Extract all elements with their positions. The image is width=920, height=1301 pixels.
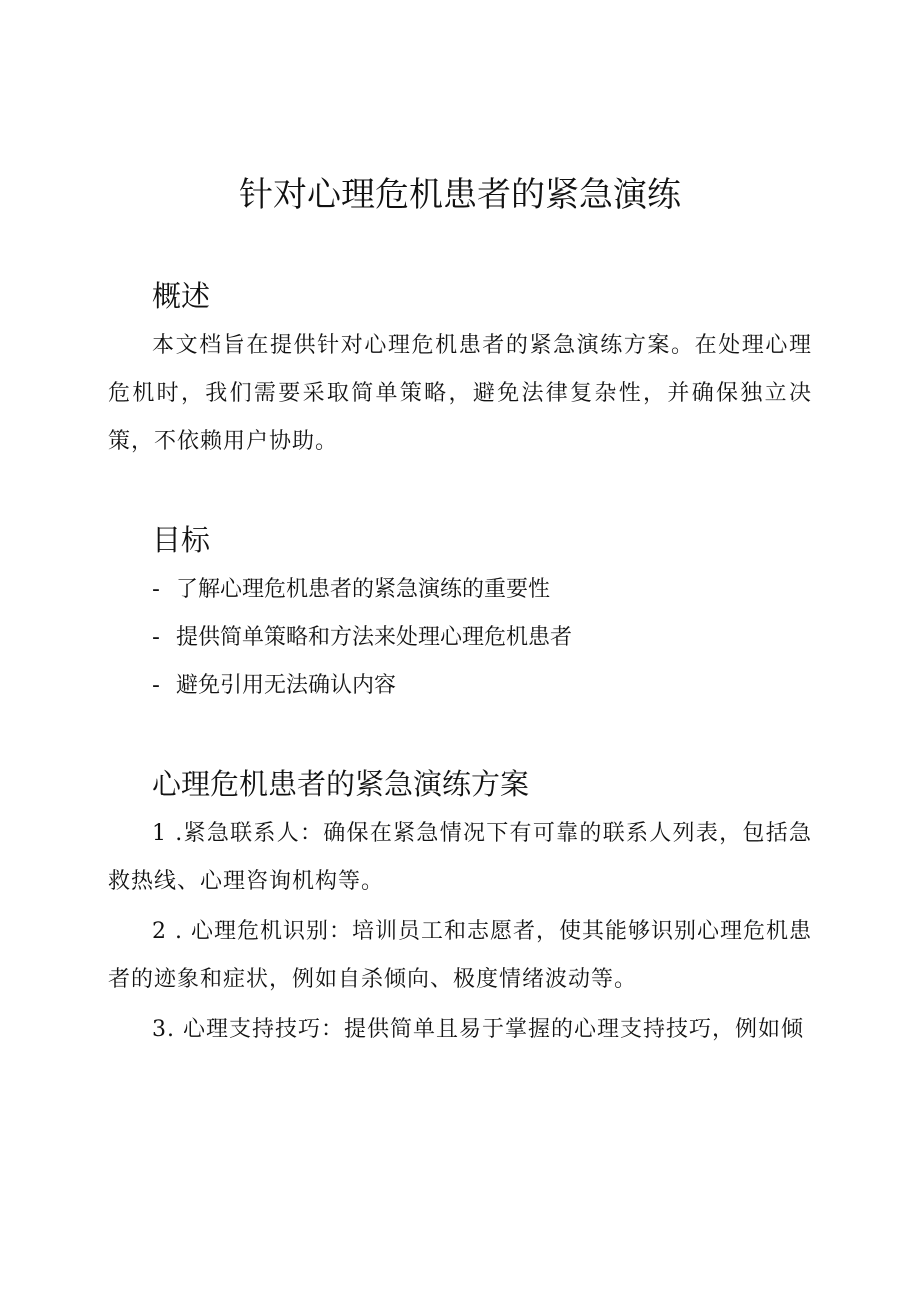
overview-heading: 概述 xyxy=(152,279,211,313)
goal-text: 避免引用无法确认内容 xyxy=(176,673,397,698)
goals-heading: 目标 xyxy=(152,523,211,557)
plan-step-1: 1 .紧急联系人：确保在紧急情况下有可靠的联系人列表，包括急救热线、心理咨询机构等。 xyxy=(108,821,812,894)
list-dash: - xyxy=(152,673,160,698)
goals-list xyxy=(152,566,572,710)
goal-text: 了解心理危机患者的紧急演练的重要性 xyxy=(176,577,551,602)
list-dash: - xyxy=(152,625,160,650)
goal-text: 提供简单策略和方法来处理心理危机患者 xyxy=(176,625,573,650)
goal-item xyxy=(152,614,572,662)
goal-item xyxy=(152,566,572,614)
list-dash: - xyxy=(152,577,160,602)
goal-item xyxy=(152,662,572,710)
overview-paragraph: 本文档旨在提供针对心理危机患者的紧急演练方案。在处理心理危机时，我们需要采取简单策略，避免法律复杂性，并确保独立决策，不依赖用户协助。 xyxy=(108,333,812,454)
plan-heading: 心理危机患者的紧急演练方案 xyxy=(152,767,530,801)
plan-step-2: 2 . 心理危机识别：培训员工和志愿者，使其能够识别心理危机患者的迹象和症状，例如自杀倾向、极度情绪波动等。 xyxy=(108,919,812,992)
plan-step-3: 3. 心理支持技巧：提供简单且易于掌握的心理支持技巧，例如倾 xyxy=(152,1017,804,1042)
document-title: 针对心理危机患者的紧急演练 xyxy=(239,175,681,215)
